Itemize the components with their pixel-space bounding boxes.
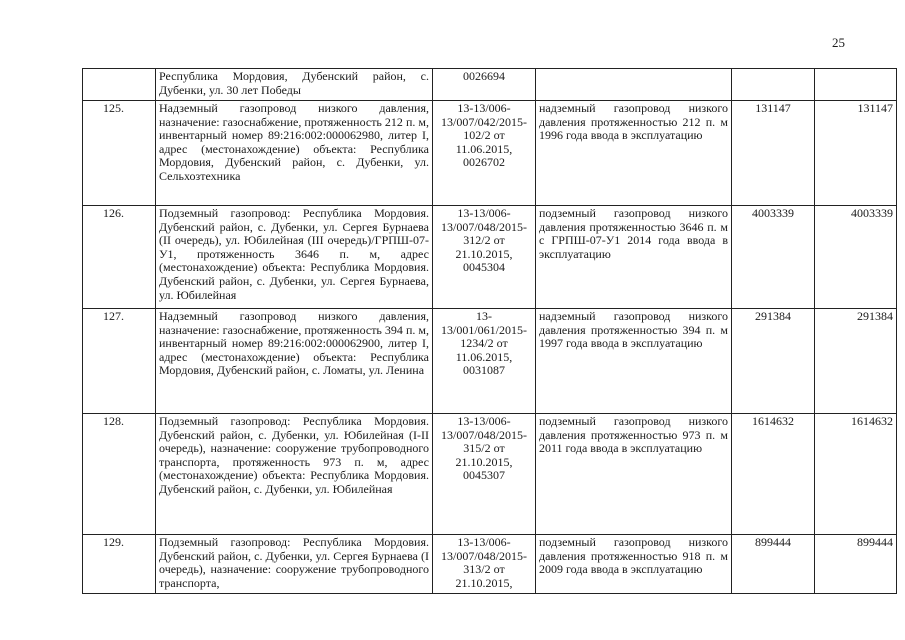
characteristics-cell xyxy=(536,414,732,535)
characteristics-cell xyxy=(536,535,732,594)
value-cell xyxy=(732,69,815,101)
characteristics-cell xyxy=(536,206,732,309)
value-cell xyxy=(732,101,815,206)
object-description: Надземный газопровод низкого давления, назначение: газоснабжение, протяженность 212 п. м, инвентарный номер 89:216:002:000062980, литер I, адрес (местонахождение) объекта: Республика Мордовия, Дубенский район, с. Дубенки, ул. Сельхозтехника xyxy=(159,101,429,183)
value-cell xyxy=(815,309,897,414)
object-description: Подземный газопровод: Республика Мордовия. Дубенский район, с. Дубенки, ул. Сергея Бурнаева (I очередь), назначение: сооружение трубопроводного транспорта, xyxy=(159,535,429,590)
object-characteristics: надземный газопровод низкого давления протяженностью 394 п. м 1997 года ввода в эксплуатацию xyxy=(539,309,728,351)
residual-value: 899444 xyxy=(857,535,893,549)
residual-value: 4003339 xyxy=(851,206,893,220)
registration-record: 13-13/006-13/007/042/2015-102/2 от 11.06.2015, 0026702 xyxy=(441,101,527,170)
value-cell xyxy=(732,414,815,535)
object-description: Подземный газопровод: Республика Мордовия. Дубенский район, с. Дубенки, ул. Юбилейная (I-II очередь), назначение: сооружение трубопроводного транспорта, протяженность 973 п. м, адрес (местонахождение) объекта: Республика Мордовия. Дубенский район, с. Дубенки, ул. Юбилейная xyxy=(159,414,429,496)
table-row xyxy=(83,101,897,206)
row-number: 128. xyxy=(103,414,124,428)
table-row xyxy=(83,69,897,101)
registration-record: 13-13/006-13/007/048/2015-312/2 от 21.10.2015, 0045304 xyxy=(441,206,527,275)
page-number: 25 xyxy=(832,35,845,50)
registration-record: 0026694 xyxy=(463,69,505,83)
table-row xyxy=(83,414,897,535)
description-cell xyxy=(156,535,433,594)
object-characteristics: надземный газопровод низкого давления протяженностью 212 п. м 1996 года ввода в эксплуатацию xyxy=(539,101,728,143)
value-cell xyxy=(815,535,897,594)
registration-cell xyxy=(433,309,536,414)
registration-record: 13-13/001/061/2015-1234/2 от 11.06.2015, 0031087 xyxy=(441,309,527,378)
row-number-cell xyxy=(83,414,156,535)
description-cell xyxy=(156,101,433,206)
object-characteristics: подземный газопровод низкого давления протяженностью 973 п. м 2011 года ввода в эксплуатацию xyxy=(539,414,728,456)
value-cell xyxy=(732,206,815,309)
value-cell xyxy=(815,69,897,101)
object-description: Республика Мордовия, Дубенский район, с. Дубенки, ул. 30 лет Победы xyxy=(159,69,429,97)
registration-cell xyxy=(433,69,536,101)
registration-cell xyxy=(433,101,536,206)
value-cell xyxy=(815,414,897,535)
description-cell xyxy=(156,206,433,309)
row-number: 126. xyxy=(103,206,124,220)
table-row xyxy=(83,309,897,414)
row-number-cell xyxy=(83,101,156,206)
row-number-cell xyxy=(83,206,156,309)
row-number: 125. xyxy=(103,101,124,115)
book-value: 1614632 xyxy=(752,414,794,428)
description-cell xyxy=(156,309,433,414)
row-number: 127. xyxy=(103,309,124,323)
object-description: Подземный газопровод: Республика Мордовия. Дубенский район, с. Дубенки, ул. Сергея Бурнаева (II очередь), ул. Юбилейная (III очередь)/ГРПШ-07-У1, протяженность 3646 п. м, адрес (местонахождение) объекта: Республика Мордовия. Дубенский район, с. Дубенки, ул. Сергея Бурнаева, ул. Юбилейная xyxy=(159,206,429,302)
table-row xyxy=(83,535,897,594)
book-value: 4003339 xyxy=(752,206,794,220)
object-characteristics: подземный газопровод низкого давления протяженностью 918 п. м 2009 года ввода в эксплуатацию xyxy=(539,535,728,577)
value-cell xyxy=(732,309,815,414)
characteristics-cell xyxy=(536,101,732,206)
description-cell xyxy=(156,414,433,535)
row-number-cell xyxy=(83,535,156,594)
residual-value: 1614632 xyxy=(851,414,893,428)
row-number: 129. xyxy=(103,535,124,549)
object-description: Надземный газопровод низкого давления, назначение: газоснабжение, протяженность 394 п. м, инвентарный номер 89:216:002:000062900, литер I, адрес (местонахождение) объекта: Республика Мордовия, Дубенский район, с. Ломаты, ул. Ленина xyxy=(159,309,429,378)
property-registry-table xyxy=(82,68,897,594)
description-cell xyxy=(156,69,433,101)
characteristics-cell xyxy=(536,69,732,101)
value-cell xyxy=(815,101,897,206)
registration-record: 13-13/006-13/007/048/2015-313/2 от 21.10.2015, xyxy=(441,535,527,590)
row-number-cell xyxy=(83,309,156,414)
row-number-cell xyxy=(83,69,156,101)
book-value: 899444 xyxy=(755,535,791,549)
table-row xyxy=(83,206,897,309)
registration-cell xyxy=(433,414,536,535)
residual-value: 291384 xyxy=(857,309,893,323)
object-characteristics: подземный газопровод низкого давления протяженностью 3646 п. м с ГРПШ-07-У1 2014 года ввода в эксплуатацию xyxy=(539,206,728,261)
registration-record: 13-13/006-13/007/048/2015-315/2 от 21.10.2015, 0045307 xyxy=(441,414,527,483)
book-value: 291384 xyxy=(755,309,791,323)
residual-value: 131147 xyxy=(857,101,893,115)
value-cell xyxy=(815,206,897,309)
registration-cell xyxy=(433,206,536,309)
book-value: 131147 xyxy=(755,101,791,115)
characteristics-cell xyxy=(536,309,732,414)
value-cell xyxy=(732,535,815,594)
registration-cell xyxy=(433,535,536,594)
